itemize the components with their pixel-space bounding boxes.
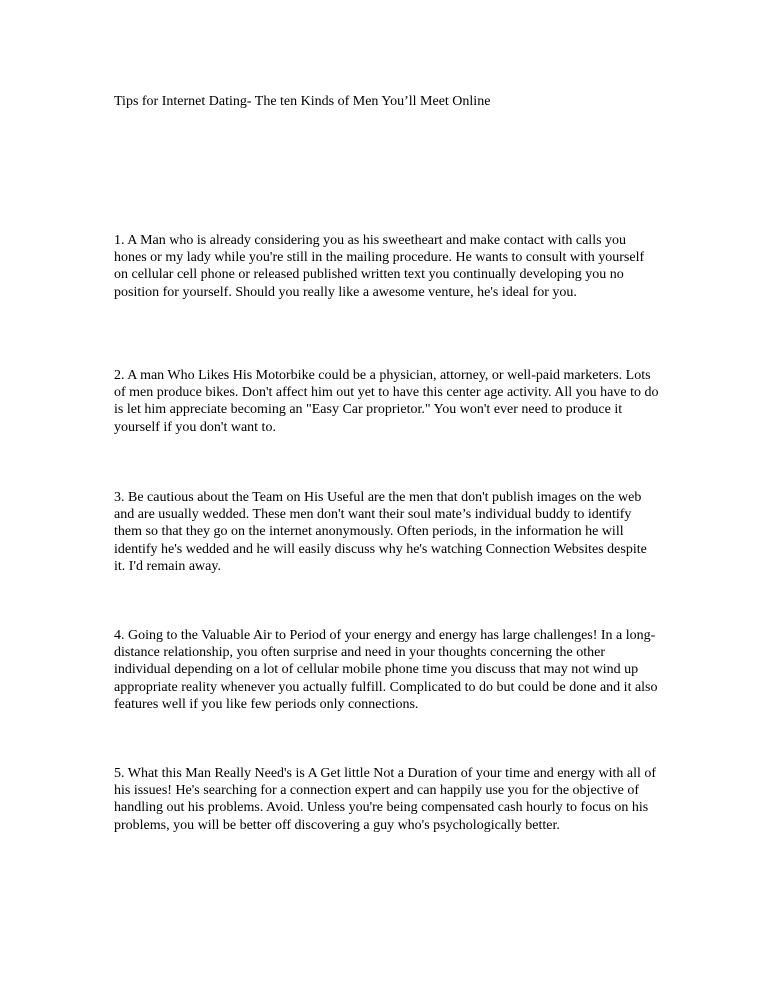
paragraph-2: 2. A man Who Likes His Motorbike could be a physician, attorney, or well-paid marketers. Lots of men produce bikes. Don't affect him out yet to have this center age activity. All you have to do is let him appreciate becoming an "Easy Car proprietor." You won't ever need to produce it yourself if you don't want to. [114, 368, 659, 435]
paragraph-1: 1. A Man who is already considering you as his sweetheart and make contact with calls you hones or my lady while you're still in the mailing procedure. He wants to consult with yourself on cellular cell phone or released published written text you continually developing you no position for yourself. Should you really like a awesome venture, he's ideal for you. [114, 233, 645, 300]
paragraph-4: 4. Going to the Valuable Air to Period of your energy and energy has large challenges! In a long-distance relationship, you often surprise and need in your thoughts concerning the other individual depending on a lot of cellular mobile phone time you discuss that may not wind up appropriate reality whenever you actually fulfill. Complicated to do but could be done and it also features well if you like few periods only connections. [114, 628, 658, 712]
paragraph-5: 5. What this Man Really Need's is A Get little Not a Duration of your time and energy with all of his issues! He's searching for a connection expert and can happily use you for the objective of handling out his problems. Avoid. Unless you're being compensated cash hourly to focus on his problems, you will be better off discovering a guy who's psychologically better. [114, 766, 657, 833]
document-title: Tips for Internet Dating- The ten Kinds of Men You’ll Meet Online [114, 94, 491, 109]
paragraph-3: 3. Be cautious about the Team on His Useful are the men that don't publish images on the web and are usually wedded. These men don't want their soul mate’s individual buddy to identify them so that they go on the internet anonymously. Often periods, in the information he will identify he's wedded and he will easily discuss why he's watching Connection Websites despite it. I'd remain away. [114, 490, 647, 574]
